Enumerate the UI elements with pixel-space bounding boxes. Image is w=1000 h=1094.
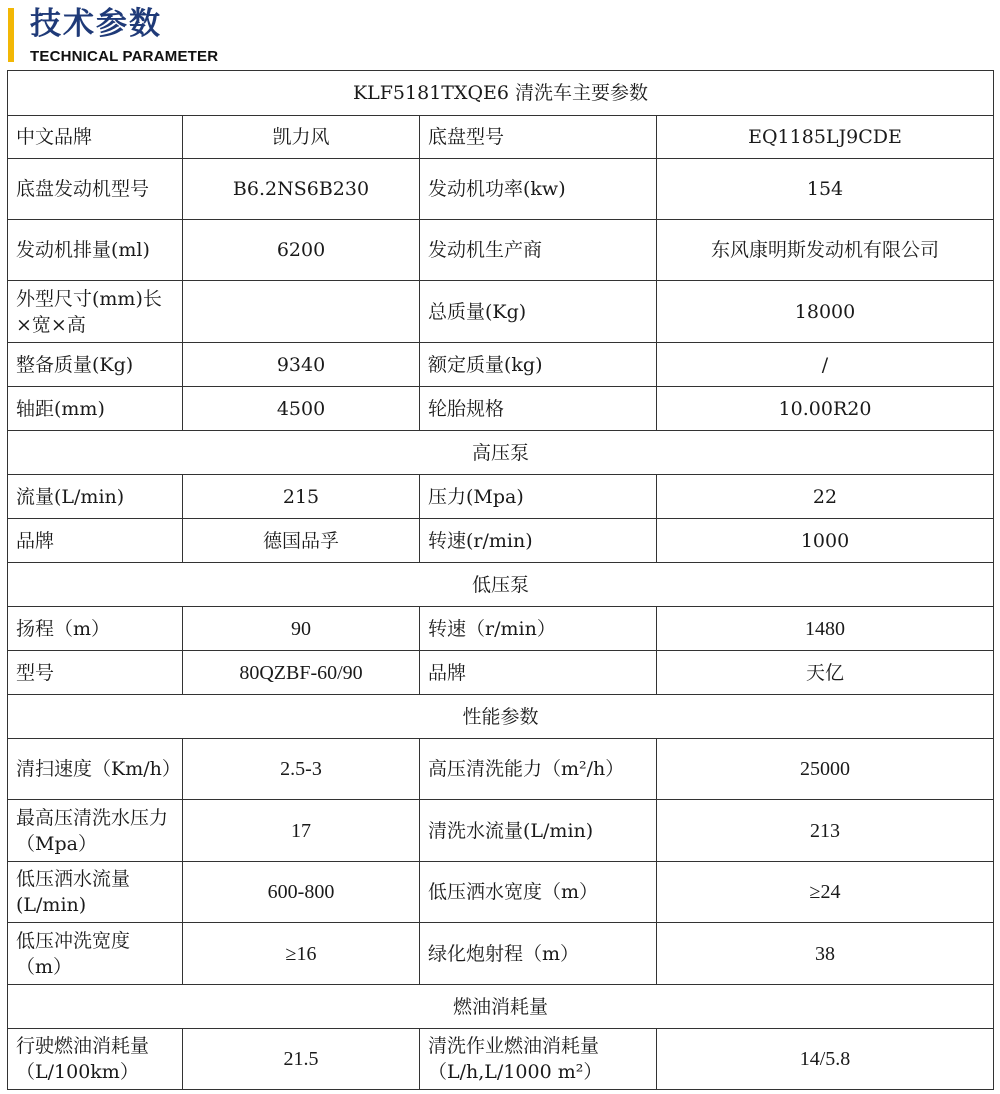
table-row — [8, 739, 994, 800]
label-cell: 清洗作业燃油消耗量（L/h,L/1000 m²） — [420, 1029, 657, 1090]
value-cell: B6.2NS6B230 — [183, 159, 420, 220]
value-cell: 22 — [657, 475, 994, 519]
section-title-cn: 技术参数 — [30, 6, 162, 42]
table-row — [8, 923, 994, 985]
section-title-high-pressure-pump: 高压泵 — [8, 431, 994, 475]
value-cell — [183, 281, 420, 343]
value-cell: 2.5-3 — [183, 739, 420, 800]
value-cell: 10.00R20 — [657, 387, 994, 431]
label-cell: 发动机排量(ml) — [8, 220, 183, 281]
table-row — [8, 1029, 994, 1090]
value-cell: 215 — [183, 475, 420, 519]
value-cell: 17 — [183, 800, 420, 862]
value-cell: 80QZBF-60/90 — [183, 651, 420, 695]
value-cell: 600-800 — [183, 862, 420, 923]
label-cell: 转速(r/min) — [420, 519, 657, 563]
value-cell: 21.5 — [183, 1029, 420, 1090]
section-row-high-pressure — [8, 431, 994, 475]
table-row — [8, 281, 994, 343]
label-cell: 最高压清洗水压力（Mpa） — [8, 800, 183, 862]
value-cell: 1480 — [657, 607, 994, 651]
label-cell: 清洗水流量(L/min) — [420, 800, 657, 862]
value-cell: 德国品孚 — [183, 519, 420, 563]
table-row — [8, 116, 994, 159]
label-cell: 低压洒水流量(L/min) — [8, 862, 183, 923]
section-row-fuel — [8, 985, 994, 1029]
label-cell: 底盘型号 — [420, 116, 657, 159]
table-row — [8, 519, 994, 563]
table-row — [8, 343, 994, 387]
value-cell: ≥24 — [657, 862, 994, 923]
value-cell: 天亿 — [657, 651, 994, 695]
label-cell: 额定质量(kg) — [420, 343, 657, 387]
value-cell: 38 — [657, 923, 994, 985]
table-title-row — [8, 71, 994, 116]
label-cell: 品牌 — [8, 519, 183, 563]
value-cell: 14/5.8 — [657, 1029, 994, 1090]
value-cell: 154 — [657, 159, 994, 220]
table-row — [8, 475, 994, 519]
table-row — [8, 607, 994, 651]
section-row-low-pressure — [8, 563, 994, 607]
table-row — [8, 862, 994, 923]
label-cell: 中文品牌 — [8, 116, 183, 159]
value-cell: EQ1185LJ9CDE — [657, 116, 994, 159]
value-cell: 6200 — [183, 220, 420, 281]
label-cell: 行驶燃油消耗量（L/100km） — [8, 1029, 183, 1090]
value-cell: 9340 — [183, 343, 420, 387]
table-row — [8, 651, 994, 695]
label-cell: 转速（r/min） — [420, 607, 657, 651]
section-title-low-pressure-pump: 低压泵 — [8, 563, 994, 607]
label-cell: 轴距(mm) — [8, 387, 183, 431]
table-row — [8, 220, 994, 281]
section-title-en: TECHNICAL PARAMETER — [30, 48, 219, 65]
label-cell: 外型尺寸(mm)长×宽×高 — [8, 281, 183, 343]
accent-bar — [8, 8, 14, 62]
table-row — [8, 159, 994, 220]
section-title-fuel-consumption: 燃油消耗量 — [8, 985, 994, 1029]
label-cell: 扬程（m） — [8, 607, 183, 651]
label-cell: 低压洒水宽度（m） — [420, 862, 657, 923]
table-row — [8, 387, 994, 431]
label-cell: 底盘发动机型号 — [8, 159, 183, 220]
table-row — [8, 800, 994, 862]
value-cell: 213 — [657, 800, 994, 862]
value-cell: 1000 — [657, 519, 994, 563]
value-cell: 东风康明斯发动机有限公司 — [657, 220, 994, 281]
label-cell: 发动机生产商 — [420, 220, 657, 281]
label-cell: 整备质量(Kg) — [8, 343, 183, 387]
spec-table — [7, 70, 994, 1090]
section-row-performance — [8, 695, 994, 739]
label-cell: 流量(L/min) — [8, 475, 183, 519]
value-cell: / — [657, 343, 994, 387]
section-title-performance: 性能参数 — [8, 695, 994, 739]
label-cell: 型号 — [8, 651, 183, 695]
label-cell: 高压清洗能力（m²/h） — [420, 739, 657, 800]
table-title: KLF5181TXQE6 清洗车主要参数 — [8, 71, 994, 116]
value-cell: 4500 — [183, 387, 420, 431]
value-cell: 90 — [183, 607, 420, 651]
label-cell: 总质量(Kg) — [420, 281, 657, 343]
label-cell: 低压冲洗宽度（m） — [8, 923, 183, 985]
label-cell: 清扫速度（Km/h） — [8, 739, 183, 800]
value-cell: 25000 — [657, 739, 994, 800]
section-header — [8, 6, 408, 64]
label-cell: 发动机功率(kw) — [420, 159, 657, 220]
value-cell: 凯力风 — [183, 116, 420, 159]
label-cell: 绿化炮射程（m） — [420, 923, 657, 985]
label-cell: 轮胎规格 — [420, 387, 657, 431]
value-cell: ≥16 — [183, 923, 420, 985]
label-cell: 品牌 — [420, 651, 657, 695]
label-cell: 压力(Mpa) — [420, 475, 657, 519]
value-cell: 18000 — [657, 281, 994, 343]
